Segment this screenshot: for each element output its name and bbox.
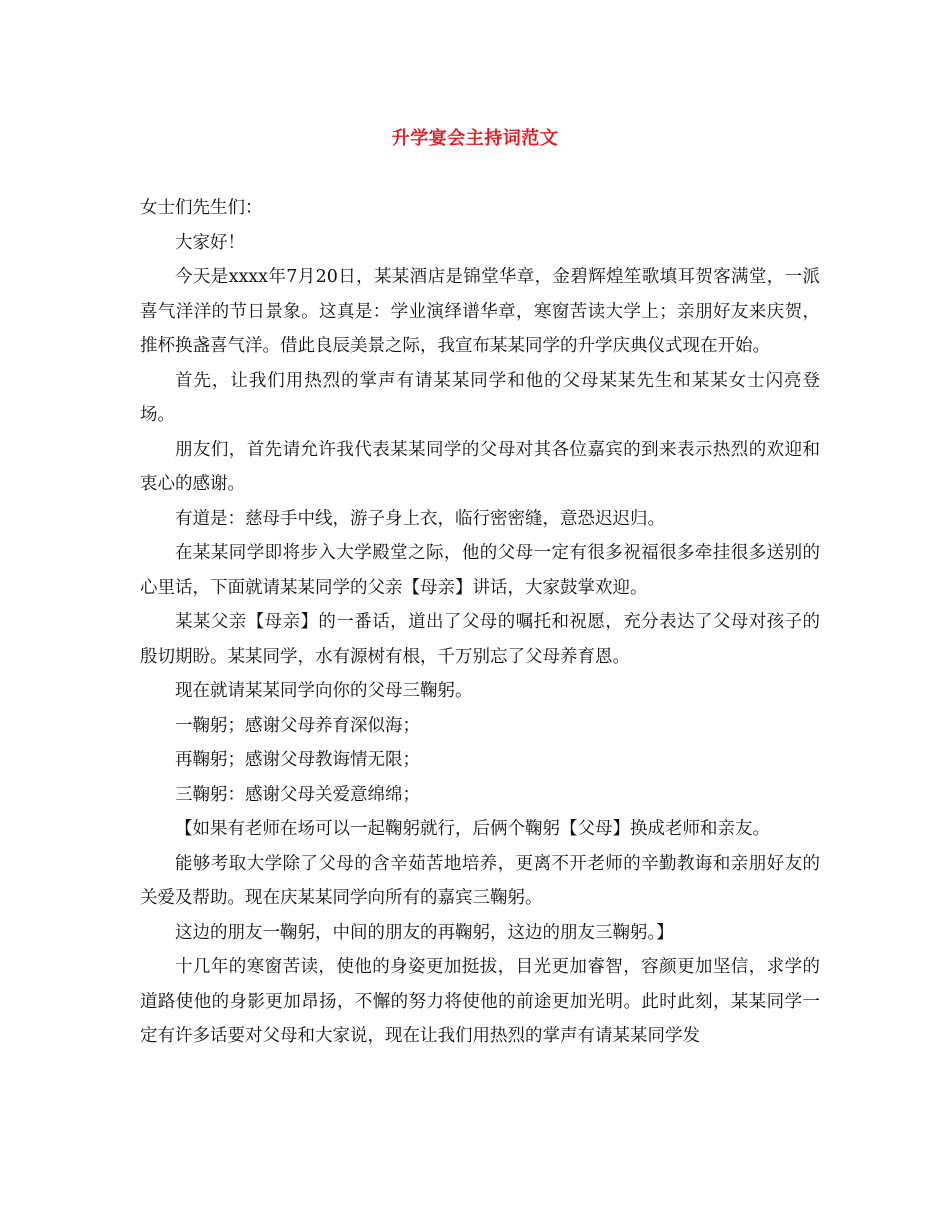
body-paragraph: 某某父亲【母亲】的一番话，道出了父母的嘱托和祝愿，充分表达了父母对孩子的殷切期盼。某某同学，水有源树有根，千万别忘了父母养育恩。 bbox=[140, 612, 820, 667]
body-paragraph: 现在就请某某同学向你的父母三鞠躬。 bbox=[175, 681, 473, 701]
body-paragraph: 在某某同学即将步入大学殿堂之际，他的父母一定有很多祝福很多牵挂很多送别的心里话，下面就请某某同学的父亲【母亲】讲话，大家鼓掌欢迎。 bbox=[140, 543, 820, 598]
body-paragraph: 这边的朋友一鞠躬，中间的朋友的再鞠躬，这边的朋友三鞠躬。】 bbox=[175, 922, 674, 943]
body-paragraph: 能够考取大学除了父母的含辛茹苦地培养，更离不开老师的辛勤教诲和亲朋好友的关爱及帮助。现在庆某某同学向所有的嘉宾三鞠躬。 bbox=[140, 853, 820, 908]
page-title: 升学宴会主持词范文 bbox=[391, 128, 559, 149]
greeting-paragraph: 大家好！ bbox=[175, 232, 245, 253]
body-paragraph: 首先，让我们用热烈的掌声有请某某同学和他的父母某某先生和某某女士闪亮登场。 bbox=[140, 370, 820, 425]
body-paragraph: 十几年的寒窗苦读，使他的身姿更加挺拔，目光更加睿智，容颜更加坚信，求学的道路使他的身影更加昂扬，不懈的努力将使他的前途更加光明。此时此刻，某某同学一定有许多话要对父母和大家说，现在让我们用热烈的掌声有请某某同学发 bbox=[140, 957, 820, 1046]
body-paragraph: 朋友们，首先请允许我代表某某同学的父母对其各位嘉宾的到来表示热烈的欢迎和衷心的感谢。 bbox=[140, 439, 820, 494]
body-paragraph: 有道是：慈母手中线，游子身上衣，临行密密缝，意恐迟迟归。 bbox=[175, 508, 665, 529]
body-paragraph: 三鞠躬：感谢父母关爱意绵绵； bbox=[175, 784, 420, 805]
document-body bbox=[140, 191, 820, 1054]
body-paragraph: 一鞠躬；感谢父母养育深似海； bbox=[175, 715, 420, 736]
body-paragraph: 【如果有老师在场可以一起鞠躬就行，后俩个鞠躬【父母】换成老师和亲友。 bbox=[175, 819, 770, 839]
body-paragraph: 今天是xxxx年7月20日，某某酒店是锦堂华章，金碧辉煌笙歌填耳贺客满堂，一派喜气洋洋的节日景象。这真是：学业演绎谱华章，寒窗苦读大学上；亲朋好友来庆贺，推杯换盏喜气洋。借此良辰美景之际，我宣布某某同学的升学庆典仪式现在开始。 bbox=[140, 267, 820, 356]
body-paragraph: 再鞠躬；感谢父母教诲情无限； bbox=[175, 750, 420, 770]
salutation-paragraph: 女士们先生们： bbox=[140, 198, 263, 218]
